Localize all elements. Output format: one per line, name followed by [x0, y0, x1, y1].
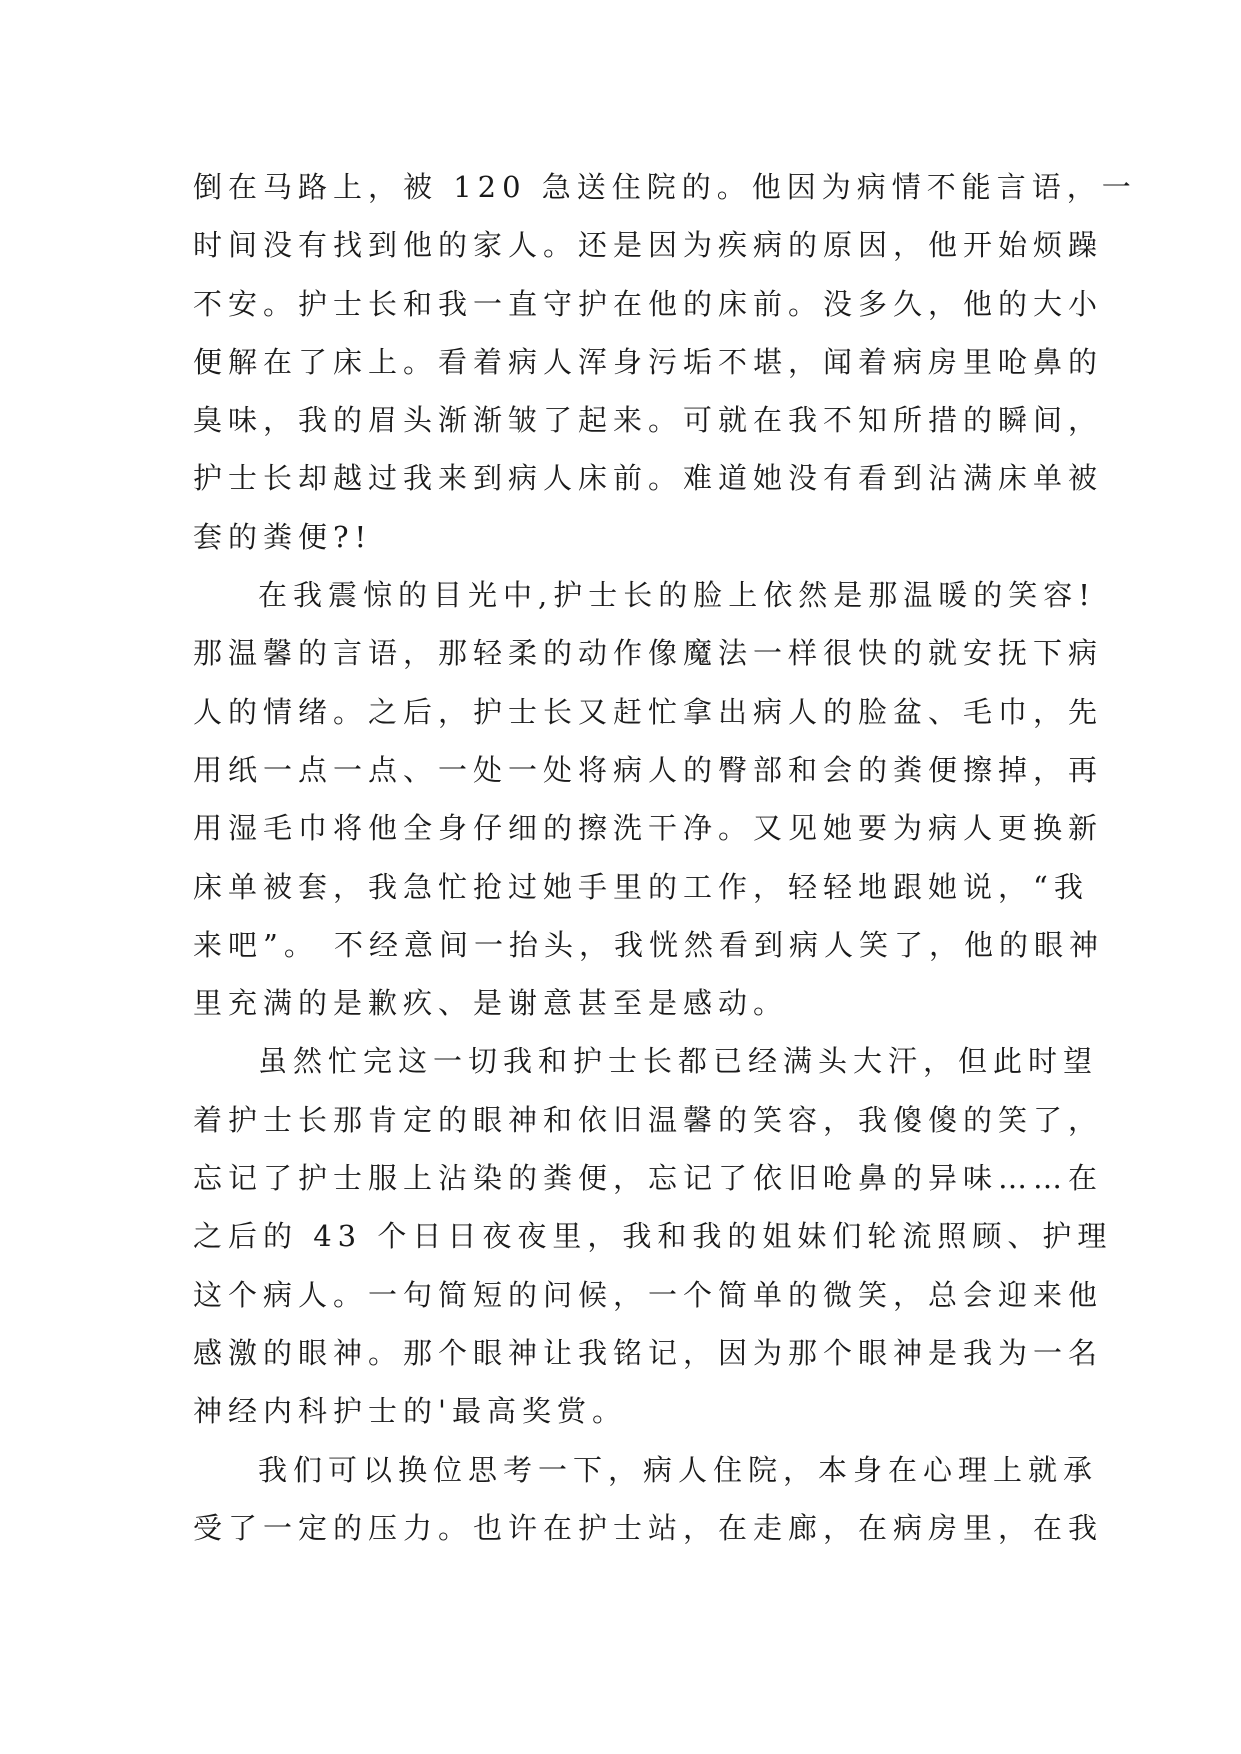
text-line: 虽然忙完这一切我和护士长都已经满头大汗，但此时望	[258, 1044, 1099, 1079]
text-line: 便解在了床上。看着病人浑身污垢不堪，闻着病房里呛鼻的	[193, 344, 1104, 379]
text-line: 用湿毛巾将他全身仔细的擦洗干净。又见她要为病人更换新	[193, 811, 1104, 846]
text-line: 倒在马路上，被 120 急送住院的。他因为病情不能言语，一	[193, 170, 1137, 204]
text-line: 着护士长那肯定的眼神和依旧温馨的笑容，我傻傻的笑了，	[193, 1102, 1104, 1137]
text-line: 在我震惊的目光中,护士长的脸上依然是那温暖的笑容!	[258, 578, 1096, 613]
text-line: 不安。护士长和我一直守护在他的床前。没多久，他的大小	[193, 286, 1104, 321]
paragraph-3	[193, 1032, 1113, 1440]
text-line: 套的粪便?!	[193, 519, 373, 554]
text-line: 这个病人。一句简短的问候，一个简单的微笑，总会迎来他	[193, 1277, 1104, 1312]
paragraph-1	[193, 158, 1137, 566]
text-line: 用纸一点一点、一处一处将病人的臀部和会的粪便擦掉，再	[193, 752, 1104, 787]
text-line: 我们可以换位思考一下，病人住院，本身在心理上就承	[258, 1452, 1099, 1487]
document-body	[193, 158, 1137, 1557]
text-line: 受了一定的压力。也许在护士站，在走廊，在病房里，在我	[193, 1510, 1104, 1545]
text-line: 人的情绪。之后，护士长又赶忙拿出病人的脸盆、毛巾，先	[193, 694, 1104, 729]
text-line: 床单被套，我急忙抢过她手里的工作，轻轻地跟她说，“我	[193, 869, 1089, 904]
paragraph-4	[193, 1441, 1104, 1558]
text-line: 来吧”。 不经意间一抬头，我恍然看到病人笑了，他的眼神	[193, 927, 1105, 962]
text-line: 感激的眼神。那个眼神让我铭记，因为那个眼神是我为一名	[193, 1335, 1104, 1370]
text-line: 里充满的是歉疚、是谢意甚至是感动。	[193, 986, 789, 1021]
text-line: 那温馨的言语，那轻柔的动作像魔法一样很快的就安抚下病	[193, 636, 1104, 671]
paragraph-2	[193, 566, 1105, 1032]
text-line: 之后的 43 个日日夜夜里，我和我的姐妹们轮流照顾、护理	[193, 1219, 1113, 1254]
text-line: 忘记了护士服上沾染的粪便，忘记了依旧呛鼻的异味……在	[193, 1161, 1104, 1196]
text-line: 护士长却越过我来到病人床前。难道她没有看到沾满床单被	[193, 461, 1104, 496]
text-line: 臭味，我的眉头渐渐皱了起来。可就在我不知所措的瞬间，	[193, 403, 1104, 438]
text-line: 时间没有找到他的家人。还是因为疾病的原因，他开始烦躁	[193, 228, 1104, 263]
text-line: 神经内科护士的'最高奖赏。	[193, 1394, 627, 1429]
